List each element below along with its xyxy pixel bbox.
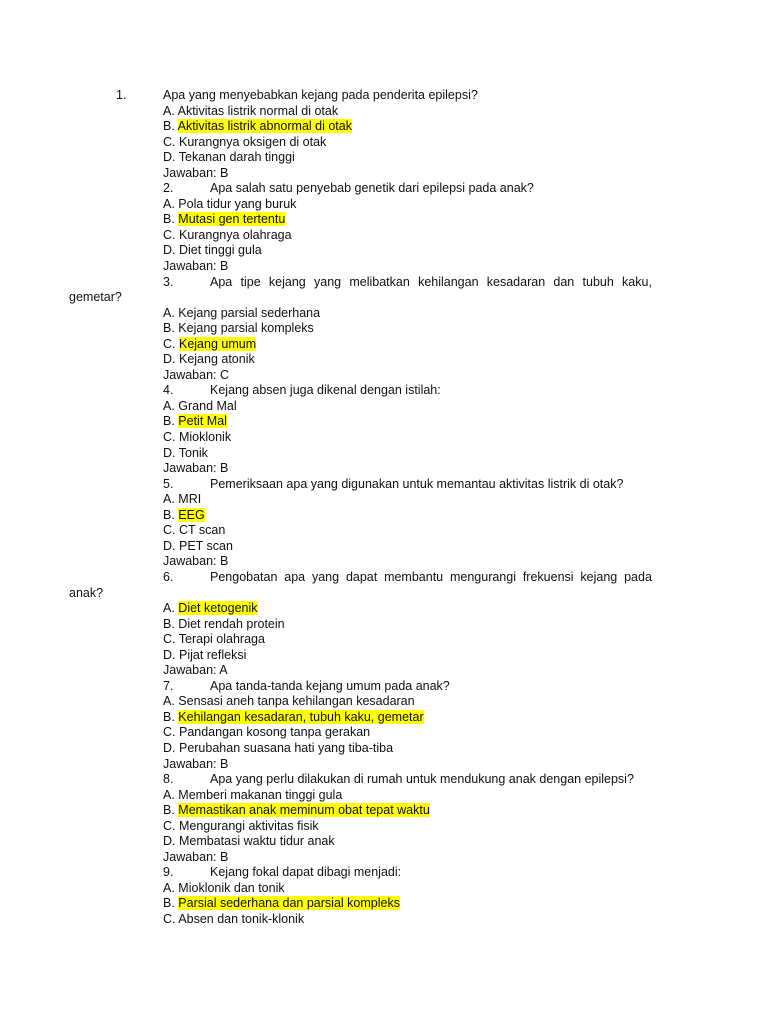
option-text: Kejang parsial sederhana xyxy=(178,305,321,320)
option-line xyxy=(116,228,652,244)
question-word: pada xyxy=(624,569,652,584)
option-line xyxy=(116,197,652,213)
option-letter: C. xyxy=(163,227,176,242)
option-text: Mioklonik xyxy=(178,430,232,445)
question-line xyxy=(116,181,652,197)
question-word: tipe xyxy=(240,274,261,289)
question-number: 6. xyxy=(163,569,174,584)
quiz-content xyxy=(69,88,652,928)
option-line xyxy=(116,601,652,617)
option-text: Terapi olahraga xyxy=(178,632,265,647)
question-text xyxy=(210,570,652,586)
option-text: Pandangan kosong tanpa gerakan xyxy=(178,725,371,740)
answer-line: Jawaban: B xyxy=(163,756,229,771)
option-letter: C. xyxy=(163,523,176,538)
option-line xyxy=(116,243,652,259)
question-number: 5. xyxy=(163,476,174,491)
question-word: Apa xyxy=(210,274,233,289)
option-line xyxy=(116,135,652,151)
question-number: 8. xyxy=(163,772,174,787)
option-line xyxy=(116,617,652,633)
question-line xyxy=(116,772,652,788)
question-word: apa xyxy=(284,569,306,584)
option-letter: B. xyxy=(163,616,175,631)
answer-line: Jawaban: B xyxy=(163,259,229,274)
option-text: Perubahan suasana hati yang tiba-tiba xyxy=(178,740,394,755)
option-line xyxy=(116,632,652,648)
question-text xyxy=(210,275,652,291)
option-text: Pola tidur yang buruk xyxy=(178,196,297,211)
option-line xyxy=(116,803,652,819)
option-letter: D. xyxy=(163,150,176,165)
question-word: tubuh xyxy=(582,274,614,289)
correct-option-text: Petit Mal xyxy=(178,414,227,429)
option-line xyxy=(116,352,652,368)
option-line xyxy=(116,710,652,726)
question-number: 1. xyxy=(116,88,127,102)
option-line xyxy=(116,337,652,353)
option-line xyxy=(116,834,652,850)
option-letter: D. xyxy=(163,352,176,367)
option-line xyxy=(116,492,652,508)
option-text: Kurangnya olahraga xyxy=(178,227,292,242)
question-line xyxy=(116,383,652,399)
option-letter: A. xyxy=(163,694,175,709)
option-letter: A. xyxy=(163,196,175,211)
answer-line: Jawaban: B xyxy=(163,849,229,864)
option-text: Mengurangi aktivitas fisik xyxy=(178,818,319,833)
option-letter: D. xyxy=(163,243,176,258)
option-text: Diet rendah protein xyxy=(178,616,285,631)
question-text: Apa yang menyebabkan kejang pada penderita epilepsi? xyxy=(163,88,478,102)
question-word: mengurangi xyxy=(449,569,516,584)
option-letter: C. xyxy=(163,632,176,647)
option-line xyxy=(116,741,652,757)
option-text: Kurangnya oksigen di otak xyxy=(178,134,327,149)
option-text: MRI xyxy=(178,492,202,507)
question-text: Kejang fokal dapat dibagi menjadi: xyxy=(210,865,402,880)
question-line xyxy=(116,477,652,493)
option-text: Aktivitas listrik normal di otak xyxy=(177,103,339,118)
option-letter: C. xyxy=(163,134,176,149)
correct-option-text: Mutasi gen tertentu xyxy=(178,212,286,227)
option-line xyxy=(116,104,652,120)
option-letter: C. xyxy=(163,911,176,926)
option-line xyxy=(116,414,652,430)
question-word: yang xyxy=(314,274,342,289)
option-line xyxy=(116,321,652,337)
question-text: Apa tanda-tanda kejang umum pada anak? xyxy=(210,678,450,693)
option-text: Kejang parsial kompleks xyxy=(178,321,314,336)
option-letter: D. xyxy=(163,445,176,460)
question-line xyxy=(116,865,652,881)
question-word: kesadaran xyxy=(486,274,546,289)
correct-option-text: Kehilangan kesadaran, tubuh kaku, gemetar xyxy=(178,709,424,724)
option-line xyxy=(116,446,652,462)
option-text: Memberi makanan tinggi gula xyxy=(178,787,343,802)
option-text: Tonik xyxy=(178,445,208,460)
option-letter: A. xyxy=(163,880,175,895)
question-line xyxy=(116,275,652,291)
question-number: 2. xyxy=(163,181,174,196)
question-word: membantu xyxy=(384,569,444,584)
option-letter: A. xyxy=(163,787,175,802)
option-line xyxy=(116,430,652,446)
question-word: melibatkan xyxy=(349,274,410,289)
question-word: yang xyxy=(311,569,340,584)
option-letter: C. xyxy=(163,430,176,445)
option-letter: D. xyxy=(163,538,176,553)
option-line xyxy=(116,912,652,928)
option-text: Pijat refleksi xyxy=(178,647,247,662)
question-number: 4. xyxy=(163,383,174,398)
question-word: kehilangan xyxy=(418,274,479,289)
option-letter: C. xyxy=(163,818,176,833)
option-letter: D. xyxy=(163,834,176,849)
option-letter: B. xyxy=(163,212,175,227)
question-word: kejang xyxy=(268,274,306,289)
option-letter: D. xyxy=(163,740,176,755)
question-word: kejang xyxy=(580,569,618,584)
correct-option-text: Memastikan anak meminum obat tepat waktu xyxy=(178,803,430,818)
option-text: PET scan xyxy=(178,538,233,553)
option-line xyxy=(116,399,652,415)
option-line xyxy=(116,725,652,741)
option-line xyxy=(116,788,652,804)
option-text: Sensasi aneh tanpa kehilangan kesadaran xyxy=(178,694,415,709)
correct-option-text: Diet ketogenik xyxy=(178,601,258,616)
correct-option-text: EEG xyxy=(178,507,205,522)
question-continuation: anak? xyxy=(69,585,104,600)
option-letter: A. xyxy=(163,398,175,413)
option-letter: A. xyxy=(163,103,175,118)
question-text: Apa yang perlu dilakukan di rumah untuk mendukung anak dengan epilepsi? xyxy=(210,772,634,787)
option-line xyxy=(116,523,652,539)
correct-option-text: Aktivitas listrik abnormal di otak xyxy=(177,119,352,134)
option-letter: B. xyxy=(163,896,175,911)
option-letter: A. xyxy=(163,305,175,320)
question-word: dan xyxy=(553,274,575,289)
option-text: Kejang atonik xyxy=(178,352,255,367)
option-line xyxy=(116,648,652,664)
option-letter: A. xyxy=(163,492,175,507)
option-letter: B. xyxy=(163,321,175,336)
question-line xyxy=(116,88,652,104)
option-line xyxy=(116,896,652,912)
option-text: Absen dan tonik-klonik xyxy=(178,911,305,926)
correct-option-text: Parsial sederhana dan parsial kompleks xyxy=(178,896,400,911)
option-line xyxy=(116,212,652,228)
option-text: Membatasi waktu tidur anak xyxy=(178,834,335,849)
answer-line: Jawaban: A xyxy=(163,663,228,678)
option-text: Grand Mal xyxy=(178,398,237,413)
option-letter: C. xyxy=(163,725,176,740)
option-line xyxy=(116,539,652,555)
answer-line: Jawaban: B xyxy=(163,554,229,569)
option-line xyxy=(116,508,652,524)
question-line xyxy=(116,679,652,695)
correct-option-text: Kejang umum xyxy=(178,336,257,351)
option-text: CT scan xyxy=(178,523,226,538)
question-number: 9. xyxy=(163,865,174,880)
question-word: kaku, xyxy=(622,274,652,289)
option-line xyxy=(116,119,652,135)
option-line xyxy=(116,306,652,322)
option-letter: B. xyxy=(163,709,175,724)
option-letter: B. xyxy=(163,507,175,522)
option-line xyxy=(116,819,652,835)
option-line xyxy=(116,881,652,897)
answer-line: Jawaban: C xyxy=(163,367,230,382)
question-word: frekuensi xyxy=(522,569,574,584)
option-letter: C. xyxy=(163,336,176,351)
answer-line: Jawaban: B xyxy=(163,165,229,180)
question-number: 7. xyxy=(163,678,174,693)
option-text: Mioklonik dan tonik xyxy=(178,880,285,895)
question-word: dapat xyxy=(345,569,378,584)
option-letter: B. xyxy=(163,119,175,134)
option-letter: D. xyxy=(163,647,176,662)
question-word: Pengobatan xyxy=(210,569,278,584)
option-text: Tekanan darah tinggi xyxy=(178,150,295,165)
option-letter: A. xyxy=(163,601,175,616)
option-letter: B. xyxy=(163,414,175,429)
option-line xyxy=(116,694,652,710)
question-text: Pemeriksaan apa yang digunakan untuk memantau aktivitas listrik di otak? xyxy=(210,476,624,491)
question-continuation: gemetar? xyxy=(69,290,122,305)
question-text: Apa salah satu penyebab genetik dari epilepsi pada anak? xyxy=(210,181,534,196)
option-text: Diet tinggi gula xyxy=(178,243,262,258)
answer-line: Jawaban: B xyxy=(163,461,229,476)
option-line xyxy=(116,150,652,166)
question-line xyxy=(116,570,652,586)
option-letter: B. xyxy=(163,803,175,818)
question-number: 3. xyxy=(163,274,174,289)
question-text: Kejang absen juga dikenal dengan istilah: xyxy=(210,383,441,398)
